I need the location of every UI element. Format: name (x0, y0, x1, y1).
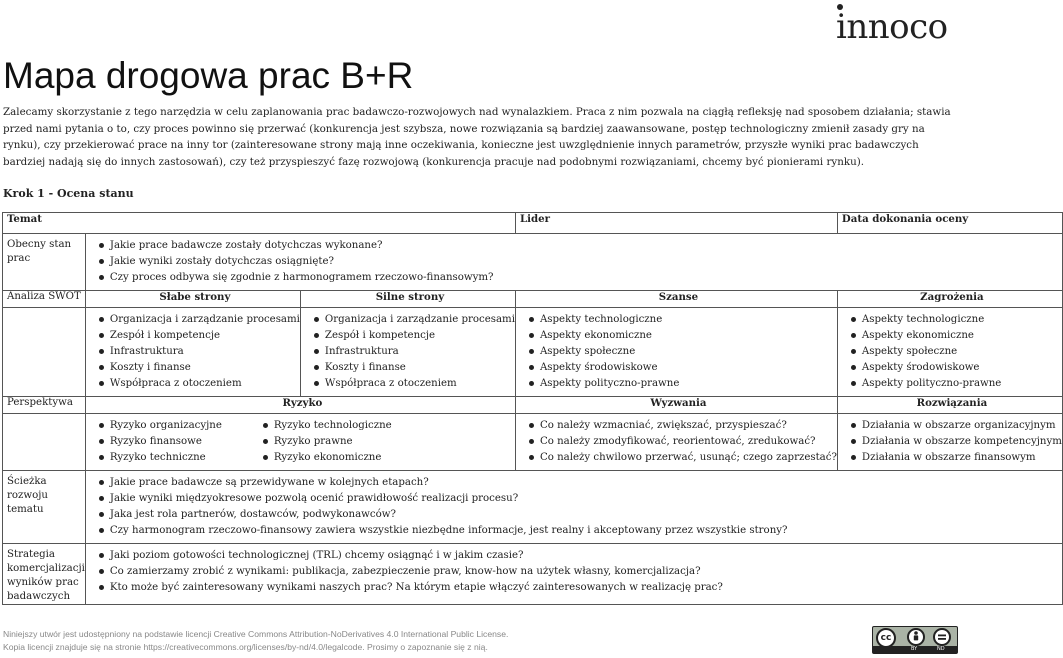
footer-line-1: Niniejszy utwór jest udostępniony na podstawie licencji Creative Commons Attribution-NoDerivatives 4.0 International Public License. (3, 629, 509, 639)
list-item: Ryzyko techniczne (98, 450, 222, 466)
label-analiza-swot: Analiza SWOT (3, 291, 86, 308)
list-item: Infrastruktura (313, 344, 515, 360)
header-temat[interactable]: Temat (3, 213, 516, 234)
label-sciezka: Ścieżka rozwoju tematu (3, 471, 86, 544)
swot-empty-label (3, 308, 86, 397)
intro-paragraph: Zalecamy skorzystanie z tego narzędzia w celu zaplanowania prac badawczo-rozwojowych nad wynalazkiem. Praca z nim pozwala na ciągłą refleksję nad sposobem działania; stawia przed nami pytania o to, czy proces powinno się przerwać (konkurencja jest szybsza, nowe rozwiązania są bardziej zaawansowane, postęp technologiczny zmienił zasady gry na rynku), czy przekierować prace na inny tor (zainteresowane strony mają inne oczekiwania, konieczne jest uwzględnienie innych parametrów, przyszłe wyniki prac badawczych bardziej nadają się do innych zastosowań), czy też przyspieszyć fazę rozwojową (konkurencja pracuje nad podobnymi rozwiązaniami, chcemy być pionierami rynku). (3, 106, 951, 168)
swot-silne-cell[interactable] (300, 308, 515, 397)
swot-content-row (3, 308, 1063, 397)
sciezka-list (90, 475, 1062, 539)
list-item: Aspekty środowiskowe (850, 360, 1062, 376)
row-strategia (3, 544, 1063, 605)
header-lider[interactable]: Lider (515, 213, 837, 234)
obecny-stan-content[interactable] (85, 234, 1062, 291)
list-item: Jakie wyniki międzyokresowe pozwolą ocenić prawidłowość realizacji procesu? (98, 491, 1062, 507)
innoco-logo (836, 2, 956, 46)
label-perspektywa: Perspektywa (3, 397, 86, 414)
perspektywa-content-row (3, 414, 1063, 471)
list-item: Jaka jest rola partnerów, dostawców, podwykonawców? (98, 507, 1062, 523)
swot-zagrozenia-list (842, 312, 1062, 392)
list-item: Ryzyko prawne (262, 434, 515, 450)
list-item: Ryzyko ekonomiczne (262, 450, 515, 466)
ryzyko-a-list (90, 418, 222, 466)
swot-slabe-list (90, 312, 300, 392)
obecny-stan-list (90, 238, 1062, 286)
strategia-list (90, 548, 1062, 596)
logo-text: innoco (836, 7, 948, 47)
perspektywa-header-ryzyko: Ryzyko (85, 397, 515, 414)
swot-silne-list (305, 312, 515, 392)
list-item: Infrastruktura (98, 344, 300, 360)
list-item: Aspekty społeczne (528, 344, 837, 360)
list-item: Kto może być zainteresowany wynikami naszych prac? Na którym etapie włączyć zainteresowanych w realizację prac? (98, 580, 1062, 596)
list-item: Ryzyko finansowe (98, 434, 222, 450)
list-item: Działania w obszarze organizacyjnym (850, 418, 1062, 434)
list-item: Współpraca z otoczeniem (98, 376, 300, 392)
rozwiazania-cell[interactable] (837, 414, 1062, 471)
equals-icon (933, 628, 951, 646)
perspektywa-header-row (3, 397, 1063, 414)
step-heading: Krok 1 - Ocena stanu (3, 187, 134, 200)
header-data-oceny[interactable]: Data dokonania oceny (837, 213, 1062, 234)
list-item: Co należy wzmacniać, zwiększać, przyspieszać? (528, 418, 837, 434)
list-item: Jaki poziom gotowości technologicznej (TRL) chcemy osiągnąć i w jakim czasie? (98, 548, 1062, 564)
list-item: Co należy chwilowo przerwać, usunąć; czego zaprzestać? (528, 450, 837, 466)
sciezka-content[interactable] (85, 471, 1062, 544)
list-item: Czy proces odbywa się zgodnie z harmonogramem rzeczowo-finansowym? (98, 270, 1062, 286)
swot-szanse-cell[interactable] (515, 308, 837, 397)
list-item: Organizacja i zarządzanie procesami (98, 312, 300, 328)
label-obecny-stan: Obecny stan prac (3, 234, 86, 291)
cc-by-nd-badge-icon[interactable] (872, 626, 958, 654)
list-item: Co należy zmodyfikować, reorientować, zredukować? (528, 434, 837, 450)
list-item: Aspekty środowiskowe (528, 360, 837, 376)
list-item: Jakie prace badawcze zostały dotychczas wykonane? (98, 238, 1062, 254)
perspektywa-header-rozwiazania: Rozwiązania (837, 397, 1062, 414)
row-obecny-stan (3, 234, 1063, 291)
wyzwania-list (520, 418, 837, 466)
list-item: Jakie wyniki zostały dotychczas osiągnięte? (98, 254, 1062, 270)
cc-icon: cc (876, 628, 896, 648)
list-item: Aspekty polityczno-prawne (528, 376, 837, 392)
perspektywa-header-wyzwania: Wyzwania (515, 397, 837, 414)
swot-header-zagrozenia: Zagrożenia (837, 291, 1062, 308)
swot-header-row (3, 291, 1063, 308)
rozwiazania-list (842, 418, 1062, 466)
footer-line-2[interactable]: Kopia licencji znajduje się na stronie https://creativecommons.org/licenses/by-nd/4.0/legalcode. Prosimy o zapoznanie się z nią. (3, 642, 488, 652)
list-item: Organizacja i zarządzanie procesami (313, 312, 515, 328)
swot-header-silne: Silne strony (300, 291, 515, 308)
list-item: Aspekty ekonomiczne (528, 328, 837, 344)
list-item: Ryzyko technologiczne (262, 418, 515, 434)
wyzwania-cell[interactable] (515, 414, 837, 471)
list-item: Aspekty polityczno-prawne (850, 376, 1062, 392)
list-item: Zespół i kompetencje (313, 328, 515, 344)
swot-header-slabe: Słabe strony (85, 291, 300, 308)
perspektywa-empty-label (3, 414, 86, 471)
badge-nd-label: ND (937, 646, 945, 652)
roadmap-table (2, 212, 1063, 605)
header-row (3, 213, 1063, 234)
list-item: Aspekty ekonomiczne (850, 328, 1062, 344)
list-item: Współpraca z otoczeniem (313, 376, 515, 392)
swot-szanse-list (520, 312, 837, 392)
list-item: Aspekty społeczne (850, 344, 1062, 360)
swot-header-szanse: Szanse (515, 291, 837, 308)
list-item: Ryzyko organizacyjne (98, 418, 222, 434)
ryzyko-a-cell[interactable] (85, 414, 221, 471)
list-item: Czy harmonogram rzeczowo-finansowy zawiera wszystkie niezbędne informacje, jest realny i akceptowany przez wszystkie strony? (98, 523, 1062, 539)
swot-slabe-cell[interactable] (85, 308, 300, 397)
list-item: Aspekty technologiczne (528, 312, 837, 328)
swot-zagrozenia-cell[interactable] (837, 308, 1062, 397)
list-item: Działania w obszarze kompetencyjnym (850, 434, 1062, 450)
list-item: Co zamierzamy zrobić z wynikami: publikacja, zabezpieczenie praw, know-how na użytek własny, komercjalizacja? (98, 564, 1062, 580)
label-strategia: Strategia komercjalizacji wyników prac badawczych (3, 544, 86, 605)
badge-by-label: BY (911, 646, 918, 652)
ryzyko-b-cell[interactable] (222, 414, 516, 471)
license-footer (3, 628, 508, 654)
list-item: Działania w obszarze finansowym (850, 450, 1062, 466)
ryzyko-b-list (226, 418, 515, 466)
person-icon (907, 628, 925, 646)
list-item: Koszty i finanse (313, 360, 515, 376)
strategia-content[interactable] (85, 544, 1062, 605)
list-item: Jakie prace badawcze są przewidywane w kolejnych etapach? (98, 475, 1062, 491)
list-item: Aspekty technologiczne (850, 312, 1062, 328)
list-item: Zespół i kompetencje (98, 328, 300, 344)
list-item: Koszty i finanse (98, 360, 300, 376)
row-sciezka (3, 471, 1063, 544)
page-title: Mapa drogowa prac B+R (3, 55, 414, 96)
